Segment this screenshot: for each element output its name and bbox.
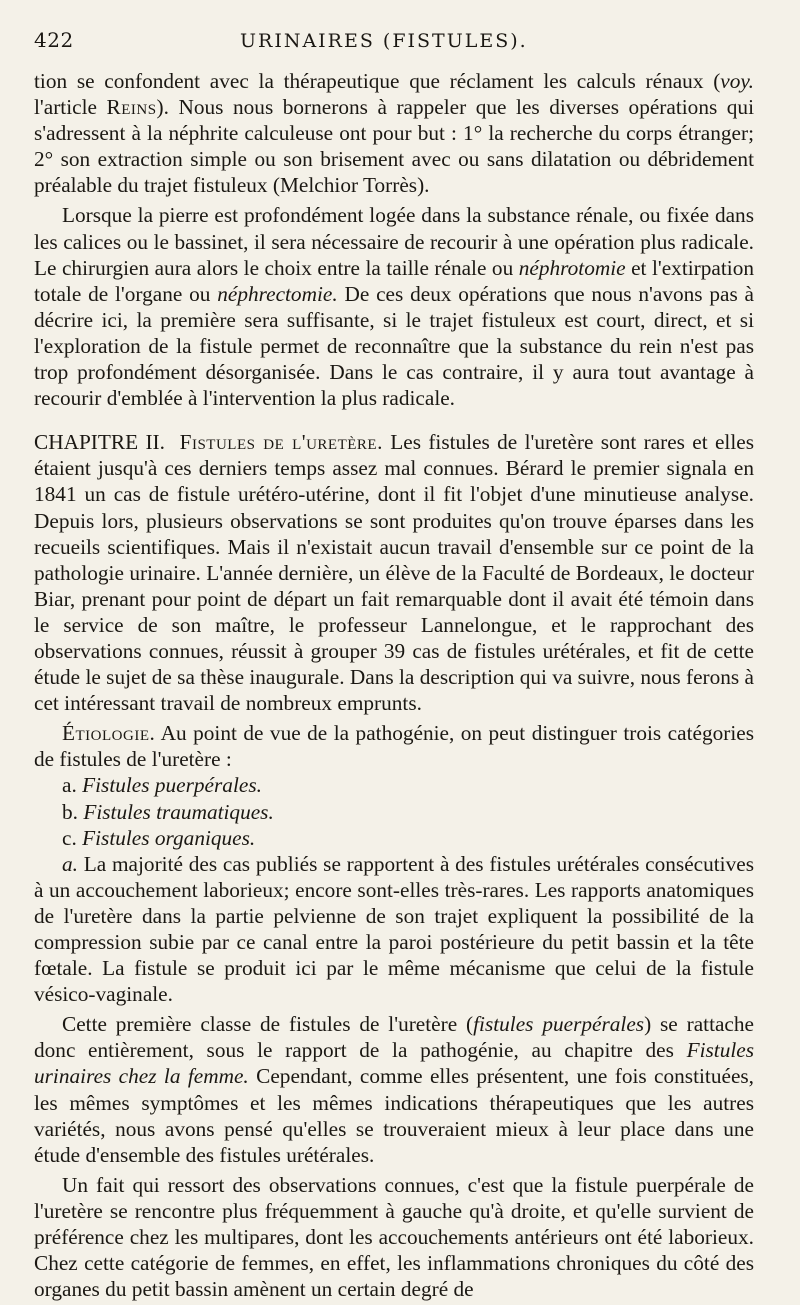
chapter-title: Fistules de l'uretère. [179, 430, 383, 455]
paragraph-classification: Cette première classe de fistules de l'uretère (fistules puerpérales) se rattache donc entièrement, sous le rapport de la pathogénie, au chapitre des Fistules urinaires chez la femme. Cependant, comme elles présentent, une fois constituées, les mêmes symptômes et les mêmes indications thérapeutiques que les autres variétés, nous avons pensé qu'elles se trouveraient mieux à leur place dans une étude d'ensemble des fistules urétérales. [34, 1012, 755, 1167]
paragraph-operation: Lorsque la pierre est profondément logée dans la substance rénale, ou fixée dans les calices ou le bassinet, il sera nécessaire de recourir à une opération plus radicale. Le chirurgien aura alors le choix entre la taille rénale ou néphrotomie et l'extirpation totale de l'organe ou néphrectomie. De ces deux opérations que nous n'avons pas à décrire ici, la première sera suffisante, si le trajet fistuleux est court, direct, et si l'exploration de la fistule permet de reconnaître que la substance du rein n'est pas trop profondément désorganisée. Dans le cas contraire, il y aura tout avantage à recourir d'emblée à l'intervention la plus radicale. [34, 203, 754, 411]
chapter-intro: CHAPITRE II. Fistules de l'uretère. Les fistules de l'uretère sont rares et elles étaient jusqu'à ces derniers temps assez mal connues. Bérard le premier signala en 1841 un cas de fistule urétéro-utérine, dont il fit l'objet d'une minutieuse analyse. Depuis lors, plusieurs observations se sont produites qu'on trouve éparses dans les recueils scientifiques. Mais il n'existait aucun travail d'ensemble sur ce point de la pathologie urinaire. L'année dernière, un élève de la Faculté de Bordeaux, le docteur Biar, prenant pour point de départ un fait remarquable dont il avait été témoin dans le service de son maître, le professeur Lannelongue, et le rapprochant des observations connues, réussit à grouper 39 cas de fistules urétérales, et fit de cette étude le sujet de sa thèse inaugurale. Dans la description qui va suivre, nous ferons à cet intéressant travail de nombreux emprunts. [34, 430, 754, 716]
etiology-label: Étiologie. [62, 721, 156, 746]
category-list [34, 772, 754, 850]
page-header [34, 28, 754, 68]
page-number: 422 [34, 28, 74, 52]
list-item: b. Fistules traumatiques. [62, 799, 274, 824]
running-title: URINAIRES (FISTULES). [240, 30, 528, 52]
chapter-label: CHAPITRE II. [34, 430, 165, 455]
paragraph-observations: Un fait qui ressort des observations connues, c'est que la fistule puerpérale de l'uretère se rencontre plus fréquemment à gauche qu'à droite, et qu'elle survient de préférence chez les multipares, dont les accouchements antérieurs ont été laborieux. Chez cette catégorie de femmes, en effet, les inflammations chroniques du côté des organes du petit bassin amènent un certain degré de [34, 1172, 754, 1302]
paragraph-calculs: tion se confondent avec la thérapeutique que réclament les calculs rénaux (voy. l'article Reins). Nous nous bornerons à rappeler que les diverses opérations qui s'adressent à la néphrite calculeuse ont pour but : 1° la recherche du corps étranger; 2° son extraction simple ou son brisement avec ou sans dilatation ou débridement préalable du trajet fistuleux (Melchior Torrès). [34, 69, 755, 198]
list-item: a. Fistules puerpérales. [62, 773, 262, 798]
paragraph-puerperal: a. La majorité des cas publiés se rapportent à des fistules urétérales consécutives à un accouchement laborieux; encore sont-elles très-rares. Les rapports anatomiques de l'uretère dans la partie pelvienne de son trajet expliquent la possibilité de la compression subie par ce canal entre la paroi postérieure du petit bassin et la tête fœtale. La fistule se produit ici par le même mécanisme que celui de la fistule vésico-vaginale. [34, 851, 754, 1007]
list-item: c. Fistules organiques. [62, 825, 256, 850]
etiology-paragraph: Étiologie. Au point de vue de la pathogénie, on peut distinguer trois catégories de fistules de l'uretère : [34, 721, 754, 772]
